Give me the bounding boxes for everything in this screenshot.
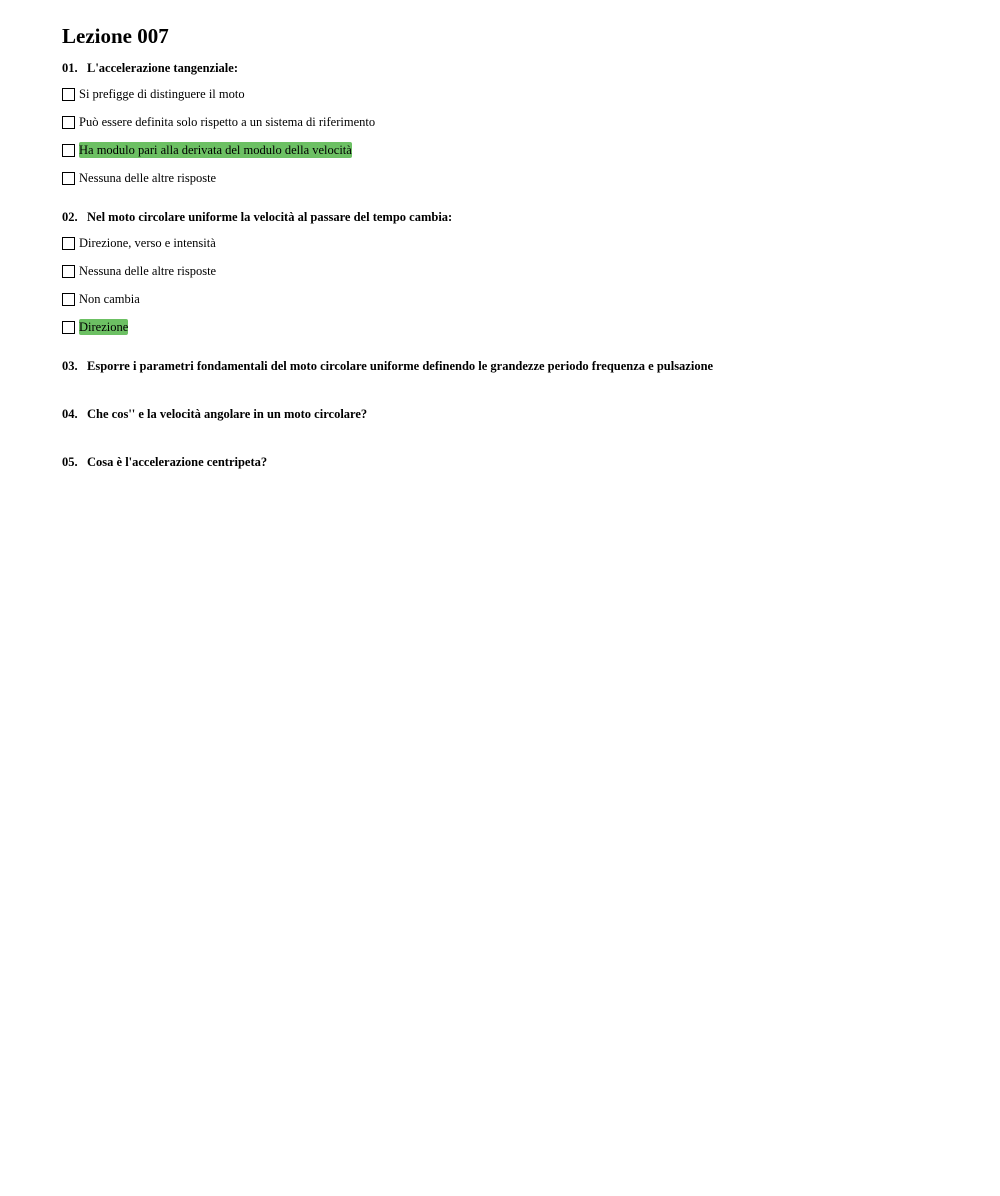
question-header bbox=[62, 406, 962, 422]
question-05 bbox=[62, 454, 962, 470]
question-02 bbox=[62, 209, 962, 337]
answer-text: Non cambia bbox=[79, 292, 140, 306]
answer-text: Nessuna delle altre risposte bbox=[79, 264, 217, 278]
answer-checkbox[interactable] bbox=[62, 88, 75, 101]
answer-checkbox[interactable] bbox=[62, 144, 75, 157]
answer-text: Direzione, verso e intensità bbox=[79, 236, 216, 250]
question-text: Cosa è l'accelerazione centripeta? bbox=[87, 455, 268, 469]
answer-checkbox[interactable] bbox=[62, 172, 75, 185]
question-header bbox=[62, 454, 962, 470]
answer-checkbox[interactable] bbox=[62, 265, 75, 278]
spacer bbox=[62, 196, 962, 209]
answer-option[interactable] bbox=[62, 168, 962, 188]
question-header bbox=[62, 358, 962, 374]
answer-option[interactable] bbox=[62, 317, 962, 337]
answer-text: Nessuna delle altre risposte bbox=[79, 171, 217, 185]
answer-option[interactable] bbox=[62, 140, 962, 160]
answer-checkbox[interactable] bbox=[62, 321, 75, 334]
answer-option[interactable] bbox=[62, 112, 962, 132]
question-text: Nel moto circolare uniforme la velocità al passare del tempo cambia: bbox=[87, 210, 453, 224]
spacer bbox=[62, 382, 962, 406]
question-01 bbox=[62, 60, 962, 188]
answer-option[interactable] bbox=[62, 261, 962, 281]
answer-text: Si prefigge di distinguere il moto bbox=[79, 87, 245, 101]
question-header bbox=[62, 209, 962, 225]
correct-answer-highlight: Ha modulo pari alla derivata del modulo della velocità bbox=[79, 143, 352, 157]
question-04 bbox=[62, 406, 962, 422]
question-text: Esporre i parametri fondamentali del moto circolare uniforme definendo le grandezze periodo frequenza e pulsazione bbox=[87, 359, 714, 373]
answer-text: Può essere definita solo rispetto a un sistema di riferimento bbox=[79, 115, 376, 129]
spacer bbox=[62, 430, 962, 454]
question-03 bbox=[62, 358, 962, 374]
answer-checkbox[interactable] bbox=[62, 237, 75, 250]
document-page bbox=[62, 22, 962, 478]
question-number: 01. bbox=[62, 61, 78, 75]
answer-option[interactable] bbox=[62, 233, 962, 253]
question-number: 04. bbox=[62, 407, 78, 421]
question-number: 05. bbox=[62, 455, 78, 469]
lesson-title: Lezione 007 bbox=[62, 24, 169, 48]
question-text: Che cos'' e la velocità angolare in un moto circolare? bbox=[87, 407, 368, 421]
answer-option[interactable] bbox=[62, 84, 962, 104]
answer-checkbox[interactable] bbox=[62, 293, 75, 306]
correct-answer-highlight: Direzione bbox=[79, 320, 129, 334]
question-text: L'accelerazione tangenziale: bbox=[87, 61, 238, 75]
answer-checkbox[interactable] bbox=[62, 116, 75, 129]
spacer bbox=[62, 345, 962, 358]
answer-option[interactable] bbox=[62, 289, 962, 309]
question-number: 02. bbox=[62, 210, 78, 224]
question-header bbox=[62, 60, 962, 76]
question-number: 03. bbox=[62, 359, 78, 373]
